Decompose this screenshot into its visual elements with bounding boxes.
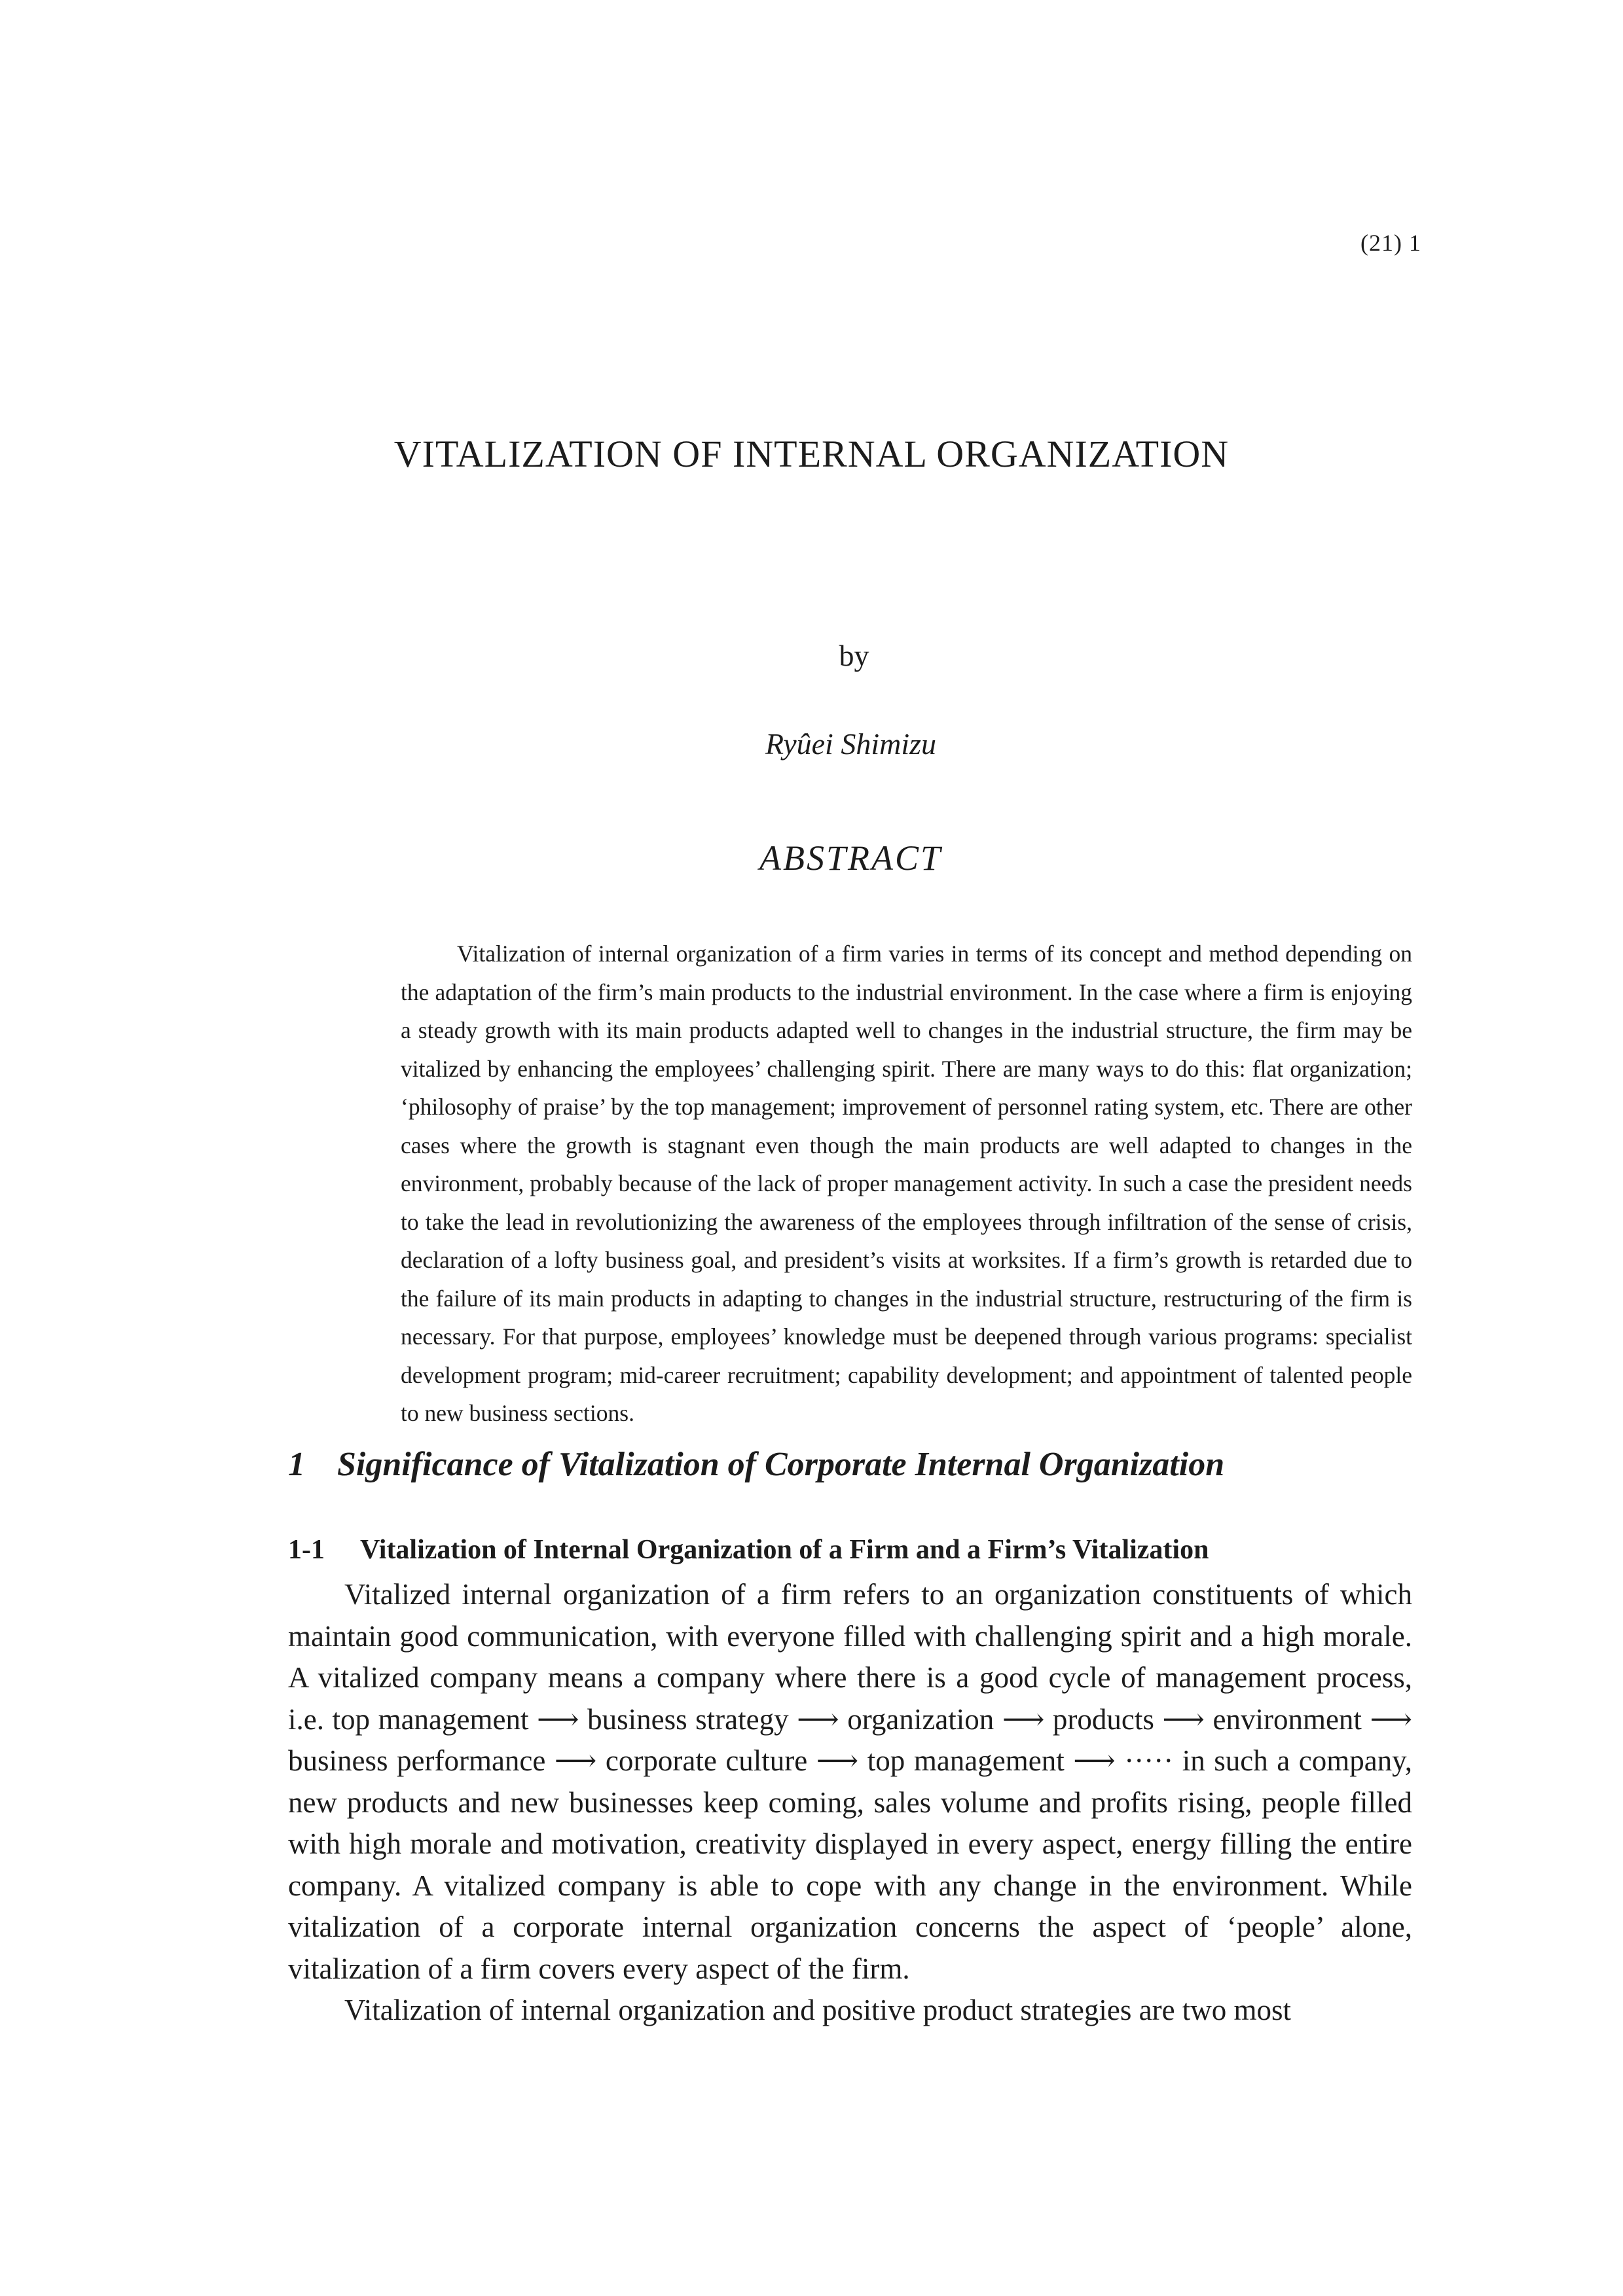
section-heading (288, 1445, 1224, 1484)
abstract-heading: ABSTRACT (759, 838, 943, 878)
subsection-number: 1-1 (288, 1535, 325, 1565)
page-number: (21) 1 (1360, 230, 1421, 256)
body-paragraph: Vitalization of internal organization and positive product strategies are two most (344, 1994, 1292, 2026)
section-number: 1 (288, 1446, 305, 1483)
abstract-text: Vitalization of internal organization of a firm varies in terms of its concept and method depending on the adaptation of the firm’s main products to the industrial environment. In the case where a firm is enjoying a steady growth with its main products adapted well to changes in the industrial structure, the firm may be vitalized by enhancing the employees’ challenging spirit. There are many ways to do this: flat organization; ‘philosophy of praise’ by the top management; improvement of personnel rating system, etc. There are other cases where the growth is stagnant even though the main products are well adapted to changes in the environment, probably because of the lack of proper management activity. In such a case the president needs to take the lead in revolutionizing the awareness of the employees through infiltration of the sense of crisis, declaration of a lofty business goal, and president’s visits at worksites. If a firm’s growth is retarded due to the failure of its main products in adapting to changes in the industrial structure, restructuring of the firm is necessary. For that purpose, employees’ knowledge must be deepened through various programs: specialist development program; mid-career recruitment; capability development; and appointment of talented people to new business sections. (401, 941, 1412, 1426)
subsection-title: Vitalization of Internal Organization of a Firm and a Firm’s Vitalization (360, 1535, 1209, 1565)
body-paragraph: Vitalized internal organization of a firm refers to an organization constituents of which maintain good communication, with everyone filled with challenging spirit and a high morale. A vitalized company means a company where there is a good cycle of management process, i.e. top management ⟶ business strategy ⟶ organization ⟶ products ⟶ environment ⟶ business performance ⟶ corporate culture ⟶ top management ⟶ ····· in such a company, new products and new businesses keep coming, sales volume and profits rising, people filled with high morale and motivation, creativity displayed in every aspect, energy filling the entire company. A vitalized company is able to cope with any change in the environment. While vitalization of a corporate internal organization concerns the aspect of ‘people’ alone, vitalization of a firm covers every aspect of the firm. (288, 1578, 1412, 1985)
body-text (288, 1574, 1412, 2032)
paper-title: VITALIZATION OF INTERNAL ORGANIZATION (393, 433, 1230, 475)
subsection-heading (288, 1534, 1209, 1566)
author-name: Ryûei Shimizu (765, 727, 937, 761)
section-title: Significance of Vitalization of Corporate Internal Organization (337, 1446, 1225, 1483)
byline: by (839, 639, 869, 672)
